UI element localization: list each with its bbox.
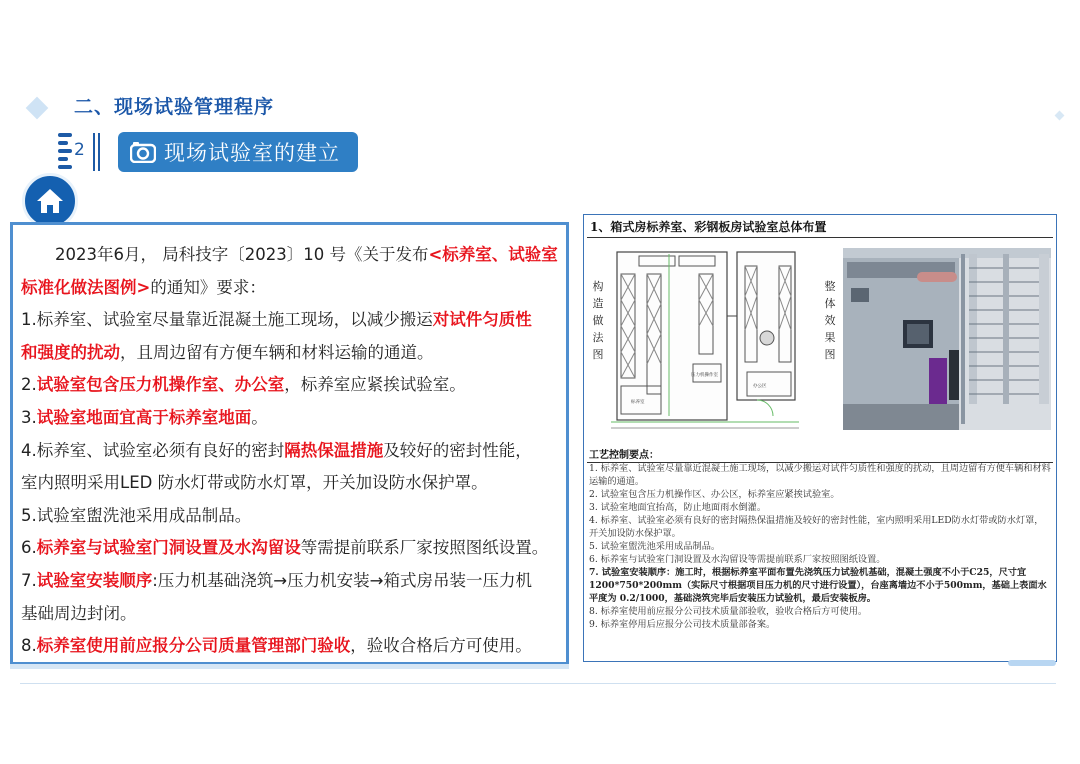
requirement-line: 和强度的扰动，且周边留有方便车辆和材料运输的通道。 [21,342,434,362]
render-image [843,248,1051,430]
camera-icon [130,141,156,163]
process-heading: 工艺控制要点： [589,450,659,461]
section-title: 二、现场试验管理程序 [74,96,275,118]
requirement-line: 6.标养室与试验室门洞设置及水沟留设等需提前联系厂家按照图纸设置。 [21,538,549,558]
process-item: 7. 试验室安装顺序：施工时，根据标养室平面布置先浇筑压力试验机基础，混凝土强度不小于C25，尺寸宜1200*750*200mm（实际尺寸根据项目压力机的尺寸进行设置），台座离墙边不小于500mm，基础上表面水平度为 0.2/1000，基础浇筑完毕后安装压力试验机，最后安装板房。 [589,567,1047,604]
plan-text-curing-room: 标养室 [631,400,645,405]
process-control-points [589,449,1051,631]
requirement-line: 2.试验室包含压力机操作室、办公室，标养室应紧挨试验室。 [21,375,466,395]
home-icon [35,187,65,215]
requirement-line: 1.标养室、试验室尽量靠近混凝土施工现场，以减少搬运对试件匀质性 [21,310,532,330]
process-item: 6. 标养室与试验室门洞设置及水沟留设等需提前联系厂家按照图纸设置。 [589,554,886,565]
requirement-line: 4.标养室、试验室必须有良好的密封隔热保温措施及较好的密封性能， [21,440,532,460]
process-item: 5. 试验室盥洗池采用成品制品。 [589,541,721,552]
process-item: 1. 标养室、试验室尽量靠近混凝土施工现场，以减少搬运对试件匀质性和强度的扰动，且周边留有方便车辆和材料运输的通道。 [589,463,1051,487]
subsection-number: 2 [74,140,85,160]
requirement-line: 室内照明采用LED 防水灯带或防水灯罩，开关加设防水保护罩。 [21,473,488,493]
decorative-diamond-icon [26,97,49,120]
plan-text-office: 办公区 [753,384,767,389]
render-vertical-label: 整体效果图 [824,280,836,361]
subsection-title: 现场试验室的建立 [164,141,340,165]
home-button[interactable] [22,173,78,229]
decorative-diamond-small-icon [1055,111,1065,121]
drawing-images [587,237,1053,463]
process-item: 9. 标养室停用后应报分公司技术质量部备案。 [589,619,776,630]
process-item: 2. 试验室包含压力机操作区、办公区，标养室应紧挨试验室。 [589,489,840,500]
subsection-number-mark [58,131,102,173]
plan-vertical-label: 构造做法图 [592,280,604,361]
requirement-line: 3.试验室地面宜高于标养室地面。 [21,407,268,427]
requirement-line: 标准化做法图例>的通知》要求： [21,277,266,297]
requirement-line: 2023年6月， 局科技字〔2023〕10 号《关于发布<标养室、试验室 [55,245,558,264]
footer-divider [20,683,1056,684]
process-item: 4. 标养室、试验室必须有良好的密封隔热保温措施及较好的密封性能，室内照明采用LED防水灯带或防水灯罩，开关加设防水保护罩。 [589,515,1044,539]
requirement-line: 7.试验室安装顺序:压力机基础浇筑→压力机安装→箱式房吊装一压力机 [21,570,532,590]
process-item: 3. 试验室地面宜抬高，防止地面雨水倒灌。 [589,502,767,513]
subsection-title-button[interactable] [118,132,358,172]
layout-drawing-panel [583,214,1057,662]
requirement-line: 基础周边封闭。 [21,603,137,623]
floor-plan-drawing [607,246,803,432]
process-item: 8. 标养室使用前应报分公司技术质量部验收，验收合格后方可使用。 [589,606,868,617]
plan-text-press-room: 压力机操作室 [691,373,718,378]
drawing-title: 1、箱式房标养室、彩钢板房试验室总体布置 [590,220,827,234]
requirement-line: 5.试验室盥洗池采用成品制品。 [21,505,252,525]
requirements-panel [10,222,569,665]
requirement-line: 8.标养室使用前应报分公司质量管理部门验收，验收合格后方可使用。 [21,636,532,656]
